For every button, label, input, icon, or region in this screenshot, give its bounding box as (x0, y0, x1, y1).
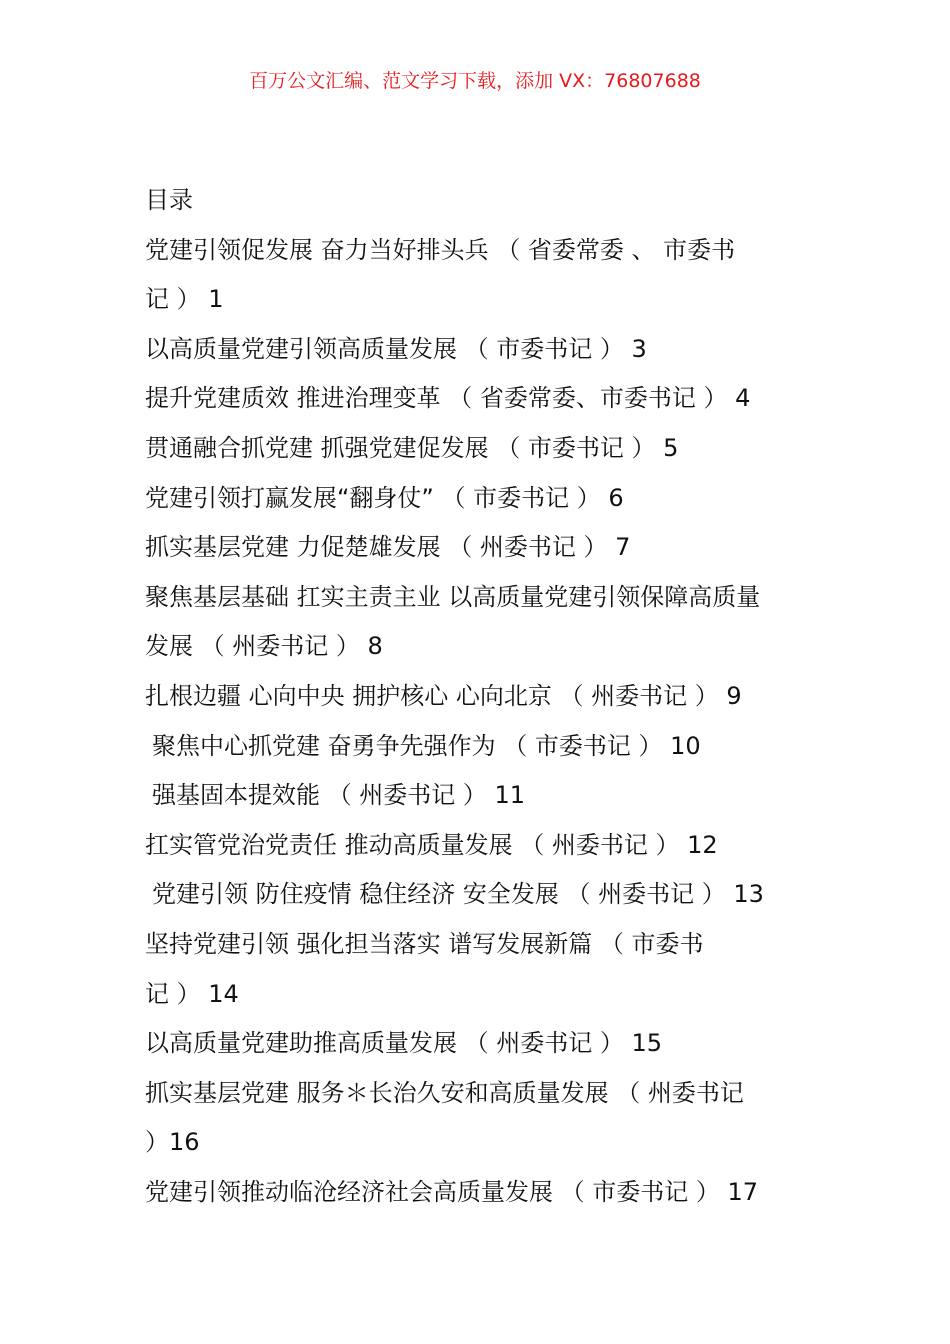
toc-line: ）16 (145, 1128, 200, 1157)
toc-line: 提升党建质效 推进治理变革 （ 省委常委、市委书记 ） 4 (145, 384, 751, 413)
table-of-contents (145, 176, 825, 1217)
toc-line: 抓实基层党建 服务＊长治久安和高质量发展 （ 州委书记 (145, 1078, 744, 1107)
toc-list (145, 226, 825, 1218)
toc-line: 坚持党建引领 强化担当落实 谱写发展新篇 （ 市委书 (145, 929, 704, 958)
toc-line: 记 ） 1 (145, 285, 224, 314)
toc-line: 扛实管党治党责任 推动高质量发展 （ 州委书记 ） 12 (145, 830, 718, 859)
toc-title: 目录 (145, 186, 193, 214)
toc-line: 党建引领 防住疫情 稳住经济 安全发展 （ 州委书记 ） 13 (152, 880, 764, 909)
toc-line: 以高质量党建引领高质量发展 （ 市委书记 ） 3 (145, 334, 647, 363)
toc-line: 党建引领推动临沧经济社会高质量发展 （ 市委书记 ） 17 (145, 1177, 759, 1206)
toc-line: 抓实基层党建 力促楚雄发展 （ 州委书记 ） 7 (145, 533, 631, 562)
toc-line: 发展 （ 州委书记 ） 8 (145, 632, 383, 661)
toc-line: 强基固本提效能 （ 州委书记 ） 11 (152, 781, 526, 810)
header-watermark-note: 百万公文汇编、范文学习下载，添加 VX：76807688 (249, 70, 701, 92)
toc-line: 贯通融合抓党建 抓强党建促发展 （ 市委书记 ） 5 (145, 433, 679, 462)
toc-line: 扎根边疆 心向中央 拥护核心 心向北京 （ 州委书记 ） 9 (145, 681, 742, 710)
toc-line: 聚焦基层基础 扛实主责主业 以高质量党建引领保障高质量 (145, 582, 761, 611)
toc-line: 记 ） 14 (145, 979, 239, 1008)
toc-line: 聚焦中心抓党建 奋勇争先强作为 （ 市委书记 ） 10 (152, 731, 701, 760)
toc-line: 党建引领促发展 奋力当好排头兵 （ 省委常委 、 市委书 (145, 235, 736, 264)
toc-line: 党建引领打赢发展“翻身仗” （ 市委书记 ） 6 (145, 483, 624, 512)
toc-line: 以高质量党建助推高质量发展 （ 州委书记 ） 15 (145, 1029, 663, 1058)
